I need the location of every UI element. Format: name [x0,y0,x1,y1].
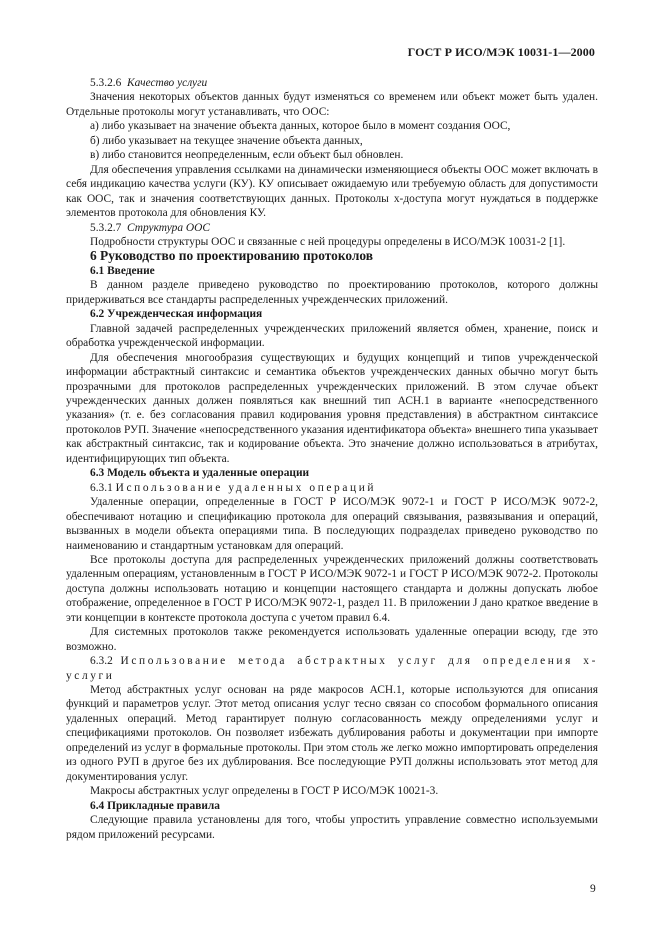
subsection-title: Использование метода абстрактных услуг для определения х-услуги [66,655,598,682]
paragraph: Метод абстрактных услуг основан на ряде макросов АСН.1, которые используются для описания функций и параметров услуг. Этот метод описания услуг тесно связан со способом формального описания удаленных операций. Метод гарантирует полную согласованность между определениями услуг и спецификациями протоколов. Он позволяет избежать дублирования работы и документации при импорте определений из услуг в формальные протоколы. При этом столь же легко можно импортировать определения из одного РУП в другое без их дублирования. Все последующие РУП должны использовать этот метод для документирования услуг. [66,684,598,783]
subsection-number: 5.3.2.6 [90,77,122,89]
section-heading-6-1: 6.1 Введение [90,264,155,277]
section-heading-6-3: 6.3 Модель объекта и удаленные операции [90,467,310,480]
document-body [66,76,598,842]
paragraph: Все протоколы доступа для распределенных учрежденческих приложений должны соответствовать удаленным операциям, установленным в ГОСТ Р ИСО/МЭК 9072-1 и ГОСТ Р ИСО/МЭК 9072-2. Протоколы доступа должны использовать нотацию и концепции настоящего стандарта и должны допускать любое отображение, определенное в ГОСТ Р ИСО/МЭК 9072-1, раздел 11. В приложении J дано краткое введение в эти концепции в контексте протокола доступа с учетом правил 6.4. [66,553,598,624]
paragraph: Значения некоторых объектов данных будут изменяться со временем или объект может быть удален. Отдельные протоколы могут устанавливать, что ООС: [66,91,598,118]
paragraph: Следующие правила установлены для того, чтобы упростить управление совместно используемыми рядом приложений ресурсами. [66,814,598,841]
subsection-title: Качество услуги [127,77,208,89]
list-item: в) либо становится неопределенным, если объект был обновлен. [90,149,404,162]
page-number: 9 [590,883,596,895]
subsection-number: 6.3.1 [90,481,113,494]
section-heading-6-4: 6.4 Прикладные правила [90,799,221,812]
paragraph: Для системных протоколов также рекомендуется использовать удаленные операции всюду, где это возможно. [66,626,598,653]
section-heading-6-2: 6.2 Учрежденческая информация [90,308,263,321]
subsection-title: Использование удаленных операций [115,481,377,494]
section-heading-6: 6 Руководство по проектированию протоколов [90,248,373,264]
subsection-heading-6-3-1 [66,481,598,495]
subsection-heading-5-3-2-6 [66,76,598,90]
subsection-title: Структура ООС [127,221,210,234]
subsection-heading-5-3-2-7 [66,221,598,235]
paragraph: В данном разделе приведено руководство по проектированию протоколов, которого должны придерживаться все стандарты распределенных учрежденческих приложений. [66,279,598,306]
list-item: а) либо указывает на значение объекта данных, которое было в момент создания ООС, [90,120,511,133]
subsection-heading-6-3-2 [66,654,598,683]
paragraph: Макросы абстрактных услуг определены в ГОСТ Р ИСО/МЭК 10021-3. [90,785,439,798]
list-item: б) либо указывает на текущее значение объекта данных, [90,134,363,147]
document-header: ГОСТ Р ИСО/МЭК 10031-1—2000 [407,45,595,59]
paragraph: Для обеспечения управления ссылками на динамически изменяющиеся объекты ООС может включать в себя индикацию качества услуги (КУ). КУ описывает ожидаемую или требуемую область для допустимости как ООС, так и значения соответствующих данных. Протоколы х-доступа могут нуждаться в поддержке элементов протокола для обновления КУ. [66,163,598,220]
paragraph: Главной задачей распределенных учрежденческих приложений является обмен, хранение, поиск и обработка учрежденческой информации. [66,322,598,350]
paragraph: Удаленные операции, определенные в ГОСТ Р ИСО/МЭК 9072-1 и ГОСТ Р ИСО/МЭК 9072-2, обеспечивают нотацию и спецификацию протокола для операций связывания, развязывания и операций, вызванных в модели объекта операциями типа. В последующих подразделах приведено руководство по наименованию и стандартным установкам для операций. [66,496,598,552]
subsection-number: 5.3.2.7 [90,221,122,234]
paragraph: Для обеспечения многообразия существующих и будущих концепций и типов учрежденческой информации абстрактный синтаксис и семантика объектов учрежденческих данных обычно могут быть прозрачными для протоколов распределенных учрежденческих приложений. В этом случае объект учрежденческих данных должен появляться как внешний тип АСН.1 в варианте «непосредственного указания» (т. е. без согласования правил кодирования уровня представления) в абстрактном синтаксисе протоколов РУП. Значение «непосредственного указания идентификатора объекта» внешнего типа указывает как абстрактный синтаксис, так и кодирование объекта. Это значение должно использоваться в атрибутах, идентифицирующих тип объекта. [66,351,598,465]
subsection-number: 6.3.2 [90,655,113,668]
paragraph: Подробности структуры ООС и связанные с ней процедуры определены в ИСО/МЭК 10031-2 [1]. [90,235,566,248]
